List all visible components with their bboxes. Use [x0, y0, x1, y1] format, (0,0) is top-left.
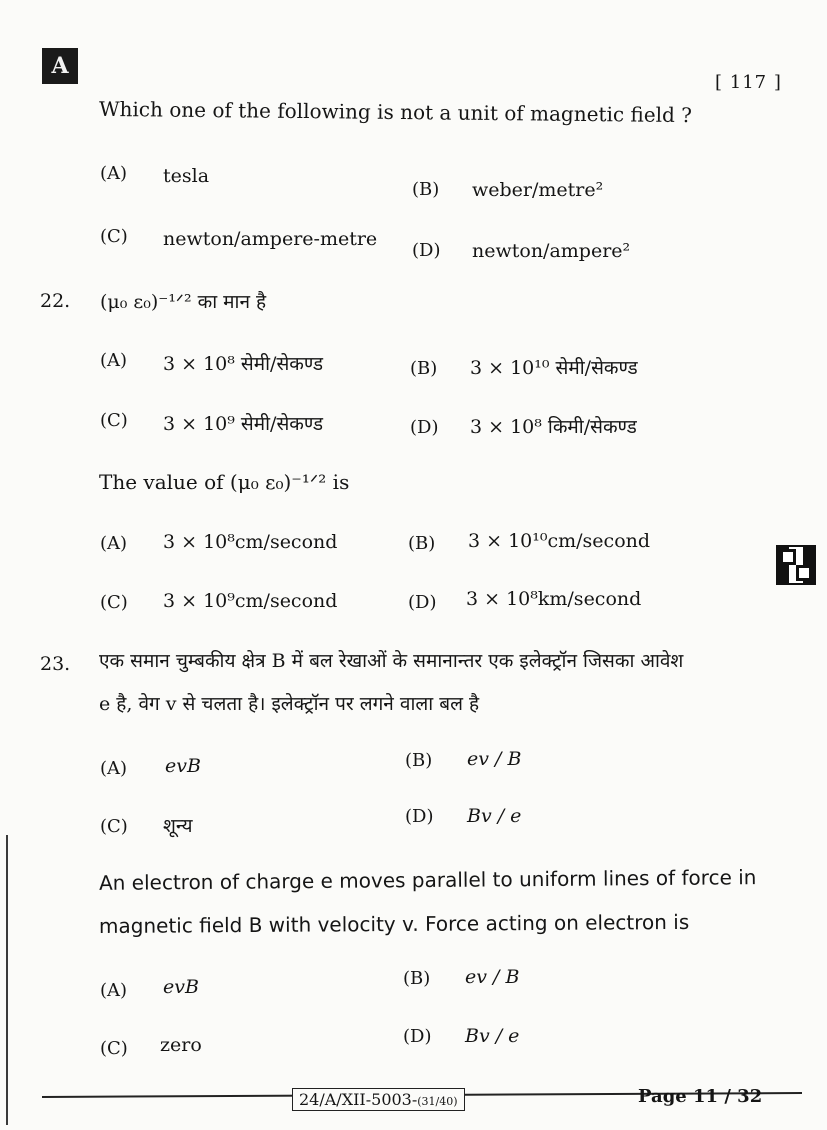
q22-number: 22.	[40, 290, 71, 312]
q22-hi-option-d-key: (D)	[410, 417, 439, 438]
q22-hindi-text: (μ₀ ε₀)⁻¹ᐟ² का मान है	[100, 291, 267, 313]
q22-en-option-c-value: 3 × 10⁹cm/second	[163, 590, 338, 612]
q22-en-option-d-key: (D)	[408, 592, 437, 613]
q22-en-option-c-key: (C)	[100, 592, 128, 613]
q23-hi-option-a-value: evB	[165, 755, 201, 777]
q21-option-b-value: weber/metre²	[472, 179, 604, 201]
q23-hi-option-c-key: (C)	[100, 816, 128, 837]
q21-option-d-key: (D)	[412, 240, 441, 261]
qr-code-icon	[776, 545, 816, 585]
q22-hi-option-b-key: (B)	[410, 358, 438, 379]
q22-hi-option-a-value: 3 × 10⁸ सेमी/सेकण्ड	[163, 353, 324, 375]
set-label-badge: A	[42, 48, 78, 84]
q23-hi-option-a-key: (A)	[100, 758, 128, 779]
q23-hi-option-c-value: शून्य	[163, 815, 193, 837]
q23-hi-option-b-key: (B)	[405, 750, 433, 771]
q23-hi-option-b-value: ev / B	[467, 748, 522, 770]
q21-option-b-key: (B)	[412, 179, 440, 200]
q21-text: Which one of the following is not a unit of magnetic field ?	[98, 96, 693, 128]
q22-hi-option-c-key: (C)	[100, 410, 128, 431]
q22-en-option-a-value: 3 × 10⁸cm/second	[163, 531, 338, 553]
q22-en-option-b-key: (B)	[408, 533, 436, 554]
q23-english-line1: An electron of charge e moves parallel to uniform lines of force in	[98, 865, 757, 895]
q22-hi-option-d-value: 3 × 10⁸ किमी/सेकण्ड	[470, 416, 637, 438]
q21-option-a-key: (A)	[100, 163, 128, 184]
q23-en-option-d-key: (D)	[403, 1026, 432, 1047]
paper-code-box	[292, 1088, 465, 1111]
q23-en-option-c-key: (C)	[100, 1038, 128, 1059]
q22-hi-option-a-key: (A)	[100, 350, 128, 371]
q22-english-text: The value of (μ₀ ε₀)⁻¹ᐟ² is	[99, 470, 350, 494]
q22-hi-option-c-value: 3 × 10⁹ सेमी/सेकण्ड	[163, 413, 324, 435]
q23-en-option-b-key: (B)	[403, 968, 431, 989]
q23-en-option-a-value: evB	[163, 976, 199, 998]
q23-en-option-a-key: (A)	[100, 980, 128, 1001]
printed-page-number: [ 117 ]	[715, 72, 782, 93]
q23-hi-option-d-key: (D)	[405, 806, 434, 827]
q23-en-option-b-value: ev / B	[465, 966, 520, 988]
q21-option-a-value: tesla	[163, 165, 210, 187]
q23-english-line2: magnetic field B with velocity v. Force acting on electron is	[98, 909, 690, 939]
q23-en-option-d-value: Bv / e	[465, 1025, 520, 1047]
q21-option-c-key: (C)	[100, 226, 128, 247]
q23-hi-option-d-value: Bv / e	[467, 805, 522, 827]
q22-en-option-d-value: 3 × 10⁸km/second	[466, 588, 642, 610]
q23-en-option-c-value: zero	[160, 1034, 202, 1056]
q23-number: 23.	[40, 653, 71, 675]
q23-hindi-line1: एक समान चुम्बकीय क्षेत्र B में बल रेखाओं के समानान्तर एक इलेक्ट्रॉन जिसका आवेश	[99, 650, 684, 672]
paper-code: 24/A/XII-5003-	[299, 1090, 418, 1109]
margin-line	[6, 835, 8, 1125]
paper-code-set: (31/40)	[417, 1095, 458, 1108]
footer-page-number: Page 11 / 32	[638, 1086, 763, 1107]
q22-hi-option-b-value: 3 × 10¹⁰ सेमी/सेकण्ड	[470, 357, 638, 379]
q23-hindi-line2: e है, वेग v से चलता है। इलेक्ट्रॉन पर लगने वाला बल है	[99, 693, 480, 715]
q22-en-option-a-key: (A)	[100, 533, 128, 554]
q21-option-d-value: newton/ampere²	[472, 240, 631, 262]
q22-en-option-b-value: 3 × 10¹⁰cm/second	[468, 530, 651, 552]
q21-option-c-value: newton/ampere-metre	[163, 228, 378, 250]
